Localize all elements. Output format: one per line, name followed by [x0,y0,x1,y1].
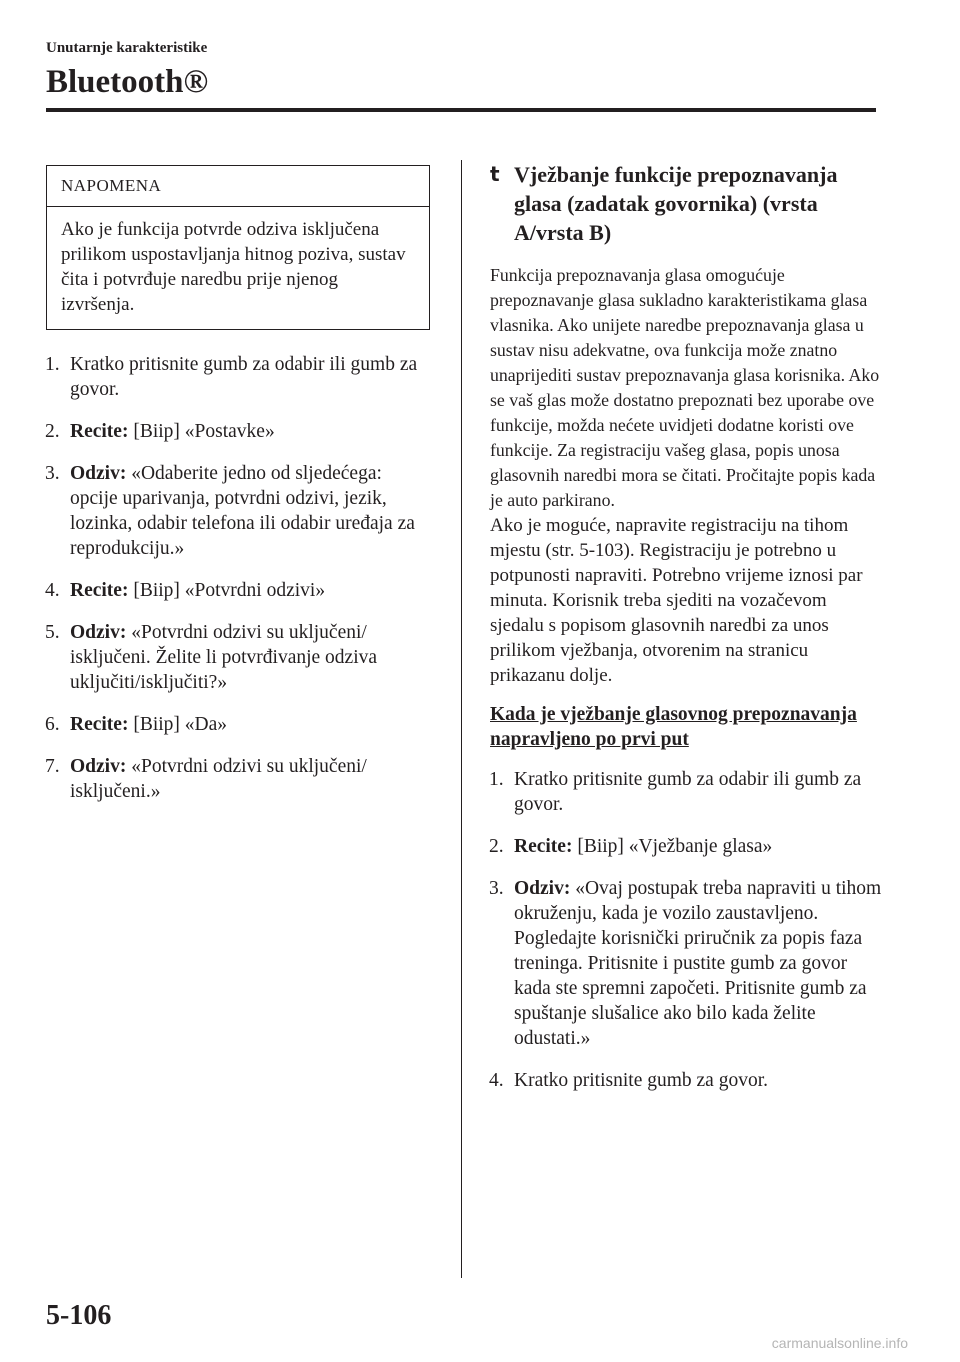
step-number: 6. [45,714,60,735]
step-text: [Biip] «Postavke» [133,421,275,442]
instructions-paragraph: Ako je moguće, napravite registraciju na tihom mjestu (str. 5-103). Registraciju je potrebno u potpunosti napraviti. Potrebno vrijeme iznosi par minuta. Korisnik treba sjediti na vozačevom sjedalu s popisom glasovnih naredbi za unos prilikom vježbanja, otvorenim na stranicu prikazanu dolje. [490,515,863,686]
step-text: Kratko pritisnite gumb za govor. [514,1070,768,1091]
right-column [490,160,882,1110]
step-number: 4. [45,580,60,601]
step-text: «Potvrdni odzivi su uključeni/ isključeni.» [70,756,367,802]
step-label: Odziv: [514,878,571,899]
list-item [490,876,882,1051]
step-label: Recite: [70,421,129,442]
header-rule [46,108,876,112]
step-label: Recite: [514,836,573,857]
heading-text: Vježbanje funkcije prepoznavanja glasa (zadatak govornika) (vrsta A/vrsta B) [514,162,838,245]
step-number: 7. [45,756,60,777]
section-heading [490,160,882,247]
step-text: Kratko pritisnite gumb za odabir ili gumb za govor. [70,354,418,400]
section-label: Unutarnje karakteristike [46,40,208,56]
right-steps-list [490,767,882,1093]
step-text: [Biip] «Potvrdni odzivi» [133,580,326,601]
list-item [490,767,882,817]
list-item [46,578,430,603]
left-column [46,165,430,821]
step-text: «Ovaj postupak treba napraviti u tihom okruženju, kada je vozilo zaustavljeno. Pogledajte korisnički priručnik za popis faza treninga. Pritisnite i pustite gumb za govor kada ste spremni započeti. Pritisnite gumb za spuštanje slušalice ako bilo kada želite odustati.» [514,878,882,1049]
step-text: «Odaberite jedno od sljedećega: opcije uparivanja, potvrdni odzivi, jezik, lozinka, odabir telefona ili odabir uređaja za reprodukciju.» [70,463,415,559]
page-number: 5-106 [46,1300,112,1331]
step-number: 3. [489,878,504,899]
step-label: Odziv: [70,622,127,643]
step-label: Recite: [70,580,129,601]
intro-paragraph: Funkcija prepoznavanja glasa omogućuje prepoznavanje glasa sukladno karakteristikama glasa vlasnika. Ako unijete naredbe prepoznavanja glasa u sustav nisu adekvatne, ova funkcija može znatno unaprijediti sustav prepoznavanja glasa korisnika. Ako se vaš glas može dostatno prepoznati bez uporabe ove funkcije, možda nećete uvidjeti dodatne koristi ove funkcije. Za registraciju vašeg glasa, popis unosa glasovnih naredbi mora se čitati. Pročitajte popis kada je auto parkirano. [490,265,880,510]
step-text: Kratko pritisnite gumb za odabir ili gumb za govor. [514,769,862,815]
step-label: Recite: [70,714,129,735]
step-number: 3. [45,463,60,484]
note-box [46,165,430,330]
list-item [46,419,430,444]
chapter-title: Bluetooth® [46,64,209,100]
list-item [490,834,882,859]
step-text: [Biip] «Vježbanje glasa» [577,836,773,857]
step-text: «Potvrdni odzivi su uključeni/ isključeni. Želite li potvrđivanje odziva uključiti/isključiti?» [70,622,378,693]
list-item [46,620,430,695]
note-title: NAPOMENA [47,166,429,207]
list-item [46,352,430,402]
step-text: [Biip] «Da» [133,714,228,735]
step-number: 2. [45,421,60,442]
step-number: 2. [489,836,504,857]
list-item [46,461,430,561]
step-label: Odziv: [70,463,127,484]
step-number: 5. [45,622,60,643]
list-item [490,1068,882,1093]
step-number: 1. [45,354,60,375]
list-item [46,754,430,804]
step-number: 4. [489,1070,504,1091]
subheading: Kada je vježbanje glasovnog prepoznavanja napravljeno po prvi put [490,704,857,750]
list-item [46,712,430,737]
watermark: carmanualsonline.info [771,1335,908,1351]
note-text: Ako je funkcija potvrde odziva isključena prilikom uspostavljanja hitnog poziva, sustav čita i potvrđuje naredbu prije njenog izvršenja. [61,219,406,315]
step-label: Odziv: [70,756,127,777]
left-steps-list [46,352,430,804]
heading-bullet: t [490,162,500,186]
step-number: 1. [489,769,504,790]
column-divider [461,160,462,1278]
